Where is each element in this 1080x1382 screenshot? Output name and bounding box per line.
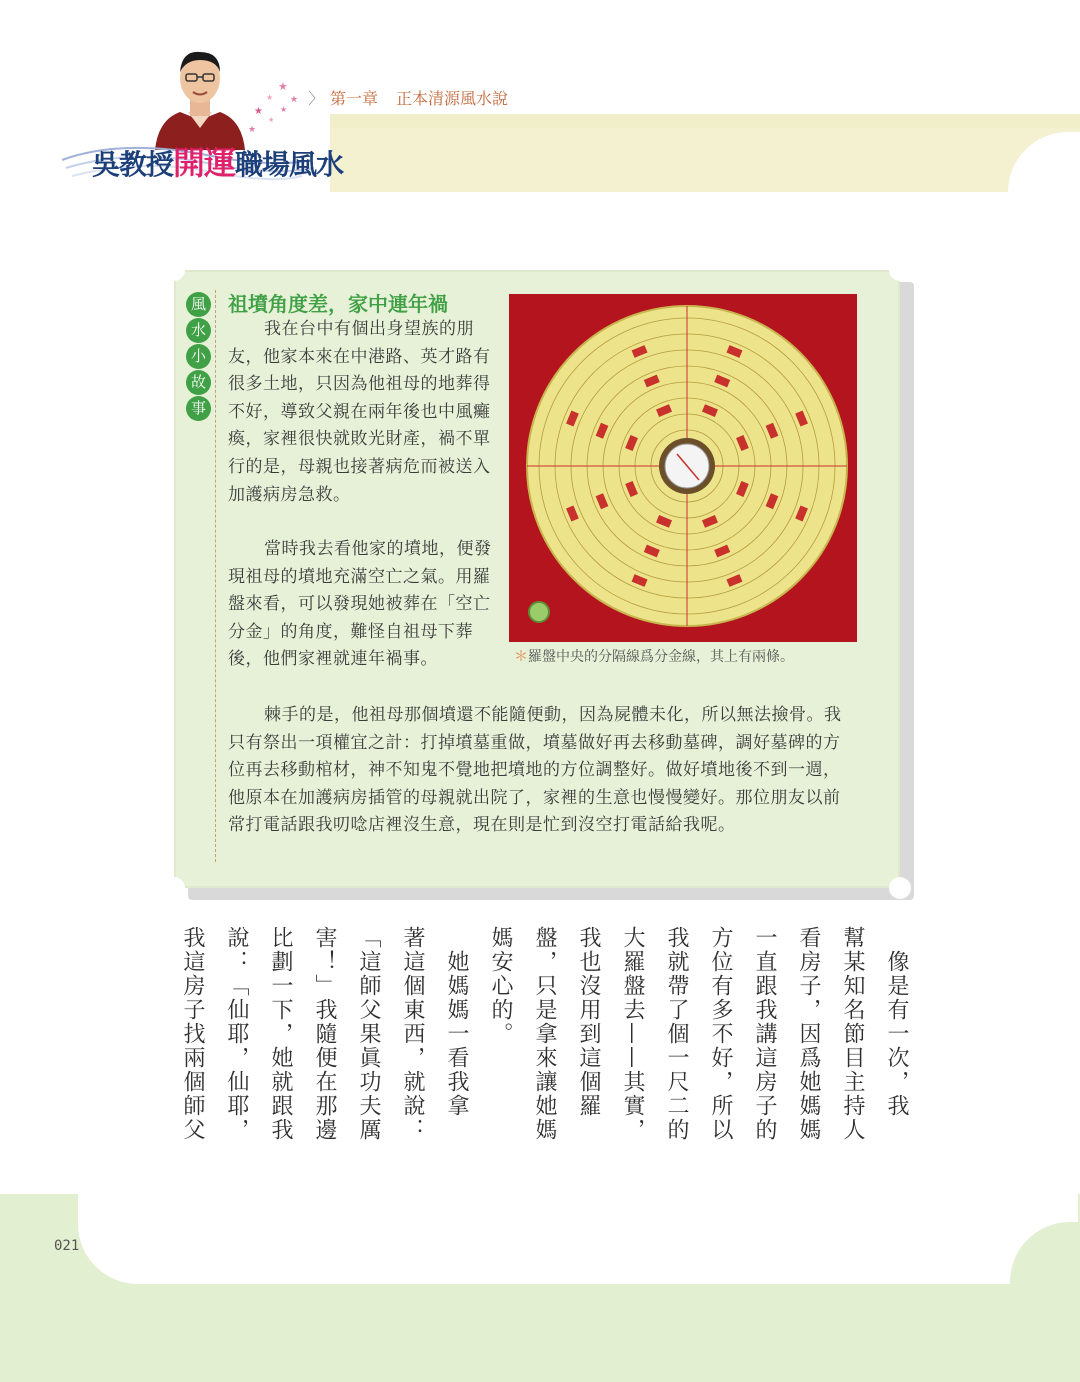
story-paragraph: 我在台中有個出身望族的朋友，他家本來在中港路、英才路有很多土地，只因為他祖母的地葬得不好，導致父親在兩年後也中風癱瘓，家裡很快就敗光財產，禍不單行的是，母親也接著病危而被送入加護病房急救。 bbox=[228, 319, 491, 505]
text-column: 方位有多不好，所以 bbox=[708, 926, 733, 1142]
logo-text-subject: 職場風水 bbox=[235, 148, 344, 181]
text-column: 看房子，因爲她媽媽 bbox=[796, 926, 821, 1142]
text-column: 幫某知名節目主持人 bbox=[840, 926, 865, 1142]
badge-char: 小 bbox=[186, 344, 211, 369]
logo-text-highlight: 開運 bbox=[173, 144, 236, 182]
compass-photo bbox=[509, 294, 857, 642]
text-column: 媽安心的。 bbox=[488, 926, 513, 1046]
text-column: 害！」我隨便在那邊 bbox=[312, 926, 337, 1142]
box-corner bbox=[889, 877, 911, 899]
header-band-stripe bbox=[330, 114, 1080, 128]
svg-text:★: ★ bbox=[290, 95, 299, 105]
breadcrumb bbox=[308, 86, 508, 109]
badge-char: 風 bbox=[186, 292, 211, 317]
text-column: 一直跟我講這房子的 bbox=[752, 926, 777, 1142]
caption-text: 羅盤中央的分隔線爲分金線，其上有兩條。 bbox=[528, 649, 794, 665]
badge-char: 故 bbox=[186, 370, 211, 395]
caption-mark: ＊ bbox=[514, 649, 528, 665]
story-title: 祖墳角度差，家中連年禍 bbox=[228, 292, 448, 316]
svg-text:★: ★ bbox=[268, 116, 275, 124]
box-corner bbox=[889, 259, 911, 281]
text-column: 我就帶了個一尺二的 bbox=[664, 926, 689, 1142]
text-column: 比劃一下，她就跟我 bbox=[268, 926, 293, 1142]
text-column: 「這師父果眞功夫厲 bbox=[356, 926, 381, 1142]
text-column: 我這房子找兩個師父 bbox=[180, 926, 205, 1142]
footer-white-area bbox=[78, 1194, 1078, 1284]
text-column: 像是有一次，我 bbox=[884, 926, 909, 1118]
luopan-compass-icon bbox=[509, 294, 857, 642]
text-column: 盤，只是拿來讓她媽 bbox=[532, 926, 557, 1142]
badge-char: 水 bbox=[186, 318, 211, 343]
text-column: 我也沒用到這個羅 bbox=[576, 926, 601, 1118]
chapter-number: 第一章 bbox=[330, 89, 379, 108]
story-divider bbox=[215, 290, 216, 862]
chapter-title: 正本清源風水說 bbox=[396, 89, 509, 108]
svg-text:★: ★ bbox=[278, 80, 288, 93]
breadcrumb-separator: 〉 bbox=[308, 89, 325, 108]
badge-char: 事 bbox=[186, 396, 211, 421]
svg-text:★: ★ bbox=[248, 125, 257, 135]
page-number: 021 bbox=[54, 1238, 80, 1254]
story-paragraph: 當時我去看他家的墳地，便發現祖母的墳地充滿空亡之氣。用羅盤來看，可以發現她被葬在「空亡分金」的角度，難怪自祖母下葬後，他們家裡就連年禍事。 bbox=[228, 539, 492, 670]
photo-caption bbox=[514, 646, 794, 666]
story-paragraph: 棘手的是，他祖母那個墳還不能隨便動，因為屍體未化，所以無法撿骨。我只有祭出一項權宜之計：打掉墳墓重做，墳墓做好再去移動墓碑，調好墓碑的方位再去移動棺材，神不知鬼不覺地把墳地的方位調整好。做好墳地後不到一週，他原本在加護病房插管的母親就出院了，家裡的生意也慢慢變好。那位朋友以前常打電話跟我叨唸店裡沒生意，現在則是忙到沒空打電話給我呢。 bbox=[228, 705, 842, 836]
text-column: 著這個東西，就說： bbox=[400, 926, 425, 1142]
box-corner bbox=[163, 259, 185, 281]
decorative-stars-icon bbox=[240, 78, 310, 138]
text-column: 大羅盤去——其實， bbox=[620, 926, 645, 1142]
text-column: 說：「仙耶，仙耶， bbox=[224, 926, 249, 1142]
svg-text:★: ★ bbox=[280, 105, 288, 114]
text-column: 她媽媽一看我拿 bbox=[444, 926, 469, 1118]
logo-text-author: 吳教授 bbox=[92, 148, 174, 181]
svg-text:★: ★ bbox=[266, 93, 274, 102]
book-logo bbox=[62, 130, 344, 190]
svg-text:★: ★ bbox=[254, 106, 263, 117]
box-corner bbox=[163, 877, 185, 899]
